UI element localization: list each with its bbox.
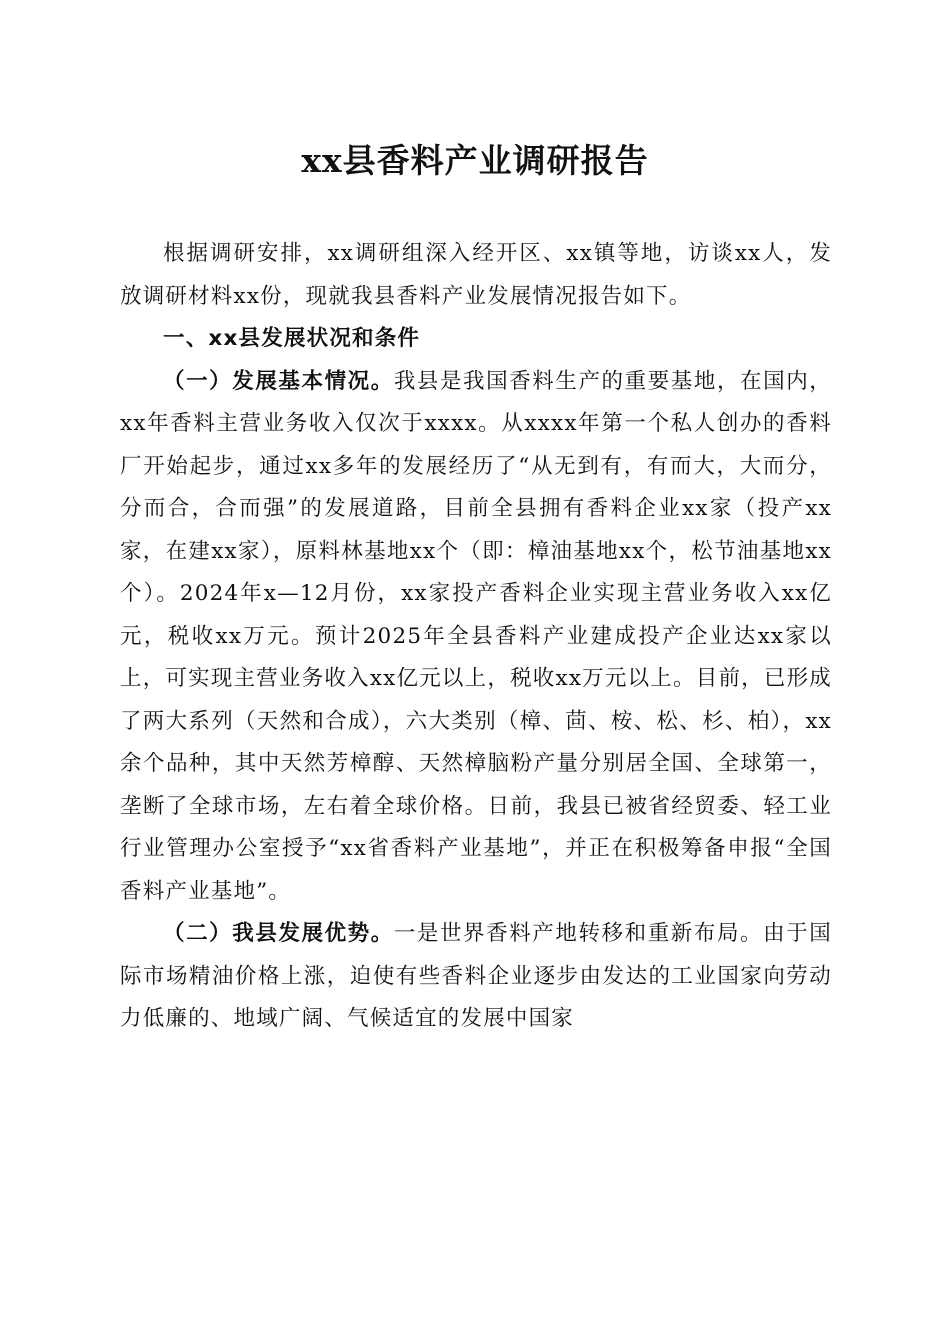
subsection-text-1: 我县是我国香料生产的重要基地，在国内，xx年香料主营业务收入仅次于xxxx。从xxxx年第一个私人创办的香料厂开始起步，通过xx多年的发展经历了“从无到有，有而大，大而分，分而合，合而强”的发展道路，目前全县拥有香料企业xx家（投产xx家，在建xx家），原料林基地xx个（即：樟油基地xx个，松节油基地xx个）。2024年x—12月份，xx家投产香料企业实现主营业务收入xx亿元，税收xx万元。预计2025年全县香料产业建成投产企业达xx家以上，可实现主营业务收入xx亿元以上，税收xx万元以上。目前，已形成了两大系列（天然和合成），六大类别（樟、茴、桉、松、杉、柏），xx余个品种，其中天然芳樟醇、天然樟脑粉产量分别居全国、全球第一，垄断了全球市场，左右着全球价格。日前，我县已被省经贸委、轻工业行业管理办公室授予“xx省香料产业基地”，并正在积极筹备申报“全国香料产业基地”。 [120, 368, 832, 904]
intro-paragraph: 根据调研安排，xx调研组深入经开区、xx镇等地，访谈xx人，发放调研材料xx份，现就我县香料产业发展情况报告如下。 [120, 241, 832, 309]
subsection-lead-2: （二）我县发展优势。 [163, 921, 394, 946]
section-heading: 一、xx县发展状况和条件 [163, 326, 421, 351]
subsection-paragraph-2 [120, 913, 832, 1041]
document-title: xx县香料产业调研报告 [301, 141, 649, 180]
document-body [120, 233, 832, 1041]
subsection-paragraph-1 [120, 361, 832, 914]
subsection-lead-1: （一）发展基本情况。 [163, 368, 394, 394]
subsection-text-2: 一是世界香料产地转移和重新布局。由于国际市场精油价格上涨，迫使有些香料企业逐步由发达的工业国家向劳动力低廉的、地域广阔、气候适宜的发展中国家 [120, 921, 832, 1031]
